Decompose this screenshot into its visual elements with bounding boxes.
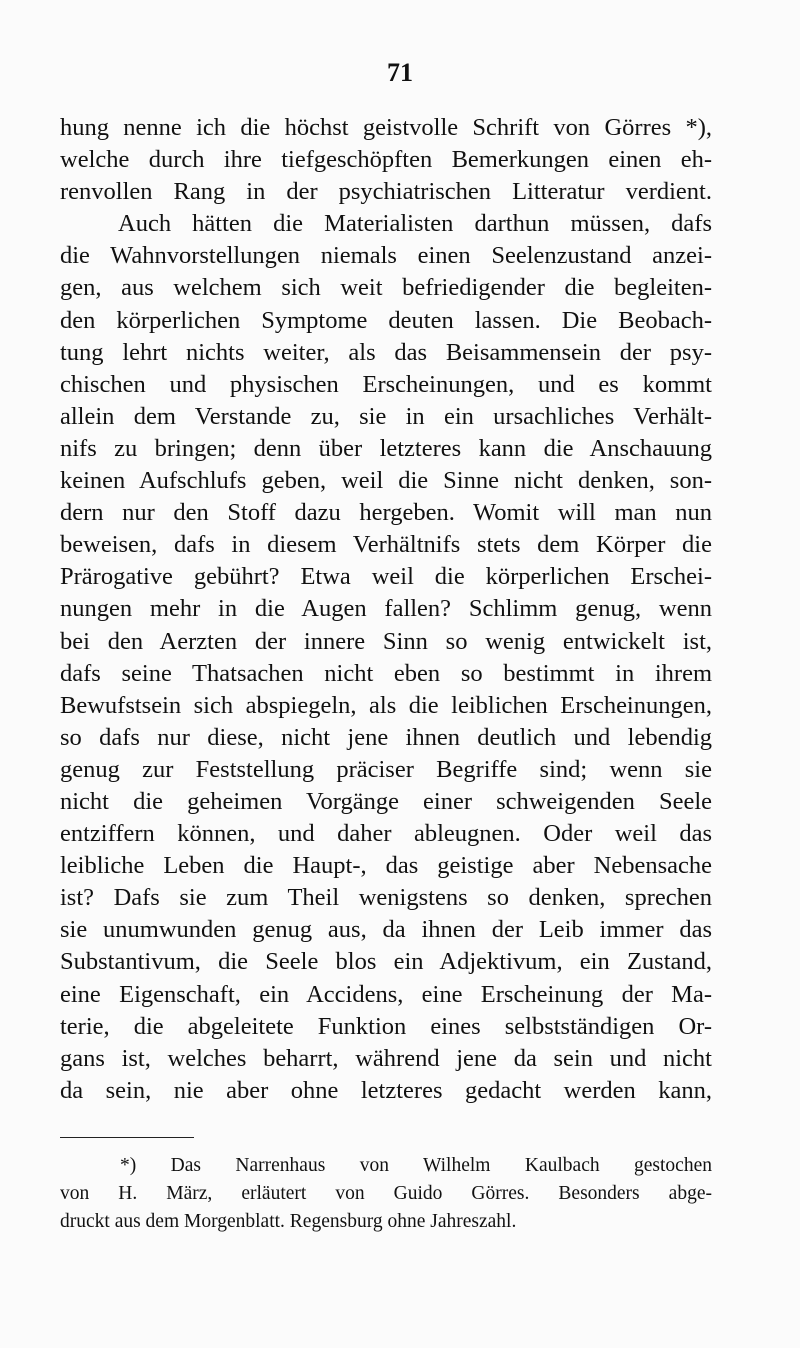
- text-line: so dafs nur diese, nicht jene ihnen deutlich und lebendig: [60, 723, 712, 751]
- text-line: leibliche Leben die Haupt-, das geistige aber Nebensache: [60, 852, 712, 880]
- footnote-line: *) Das Narrenhaus von Wilhelm Kaulbach gestochen: [120, 1155, 712, 1176]
- text-line: welche durch ihre tiefgeschöpften Bemerkungen einen eh-: [60, 146, 712, 174]
- text-line: nifs zu bringen; denn über letzteres kann die Anschauung: [60, 434, 712, 462]
- text-line: allein dem Verstande zu, sie in ein ursachliches Verhält-: [60, 402, 712, 430]
- text-line: hung nenne ich die höchst geistvolle Schrift von Görres *),: [60, 114, 712, 141]
- footnote-line: druckt aus dem Morgenblatt. Regensburg ohne Jahreszahl.: [60, 1211, 517, 1232]
- text-line: eine Eigenschaft, ein Accidens, eine Erscheinung der Ma-: [60, 980, 712, 1008]
- text-line: den körperlichen Symptome deuten lassen. Die Beobach-: [60, 306, 712, 334]
- text-line: die Wahnvorstellungen niemals einen Seelenzustand anzei-: [60, 242, 712, 270]
- text-line: nicht die geheimen Vorgänge einer schweigenden Seele: [60, 787, 712, 815]
- text-line: Prärogative gebührt? Etwa weil die körperlichen Erschei-: [60, 563, 712, 591]
- text-line: dern nur den Stoff dazu hergeben. Womit will man nun: [60, 499, 712, 527]
- text-line: beweisen, dafs in diesem Verhältnifs stets dem Körper die: [60, 531, 712, 559]
- text-line: Bewufstsein sich abspiegeln, als die leiblichen Erscheinungen,: [60, 691, 712, 719]
- text-line: sie unumwunden genug aus, da ihnen der Leib immer das: [60, 916, 712, 944]
- text-line: da sein, nie aber ohne letzteres gedacht werden kann,: [60, 1076, 712, 1104]
- text-line: genug zur Feststellung präciser Begriffe sind; wenn sie: [60, 755, 712, 783]
- body-text: [60, 112, 712, 1107]
- footnote: [60, 1152, 712, 1236]
- text-line: terie, die abgeleitete Funktion eines selbstständigen Or-: [60, 1012, 712, 1040]
- text-line: keinen Aufschlufs geben, weil die Sinne nicht denken, son-: [60, 467, 712, 495]
- text-line: gen, aus welchem sich weit befriedigender die begleiten-: [60, 274, 712, 302]
- page-number: 71: [387, 58, 413, 87]
- text-line: Substantivum, die Seele blos ein Adjektivum, ein Zustand,: [60, 948, 712, 976]
- text-line: Auch hätten die Materialisten darthun müssen, dafs: [118, 210, 712, 238]
- footnote-separator: [60, 1137, 194, 1138]
- text-line: gans ist, welches beharrt, während jene da sein und nicht: [60, 1044, 712, 1072]
- text-line: tung lehrt nichts weiter, als das Beisammensein der psy-: [60, 338, 712, 366]
- text-line: nungen mehr in die Augen fallen? Schlimm genug, wenn: [60, 595, 712, 623]
- text-line: chischen und physischen Erscheinungen, und es kommt: [60, 370, 712, 398]
- text-line: ist? Dafs sie zum Theil wenigstens so denken, sprechen: [60, 884, 712, 912]
- text-line: renvollen Rang in der psychiatrischen Litteratur verdient.: [60, 178, 712, 206]
- text-line: bei den Aerzten der innere Sinn so wenig entwickelt ist,: [60, 627, 712, 655]
- text-line: entziffern können, und daher ableugnen. Oder weil das: [60, 820, 712, 848]
- text-line: dafs seine Thatsachen nicht eben so bestimmt in ihrem: [60, 659, 712, 687]
- footnote-line: von H. März, erläutert von Guido Görres. Besonders abge-: [60, 1183, 712, 1204]
